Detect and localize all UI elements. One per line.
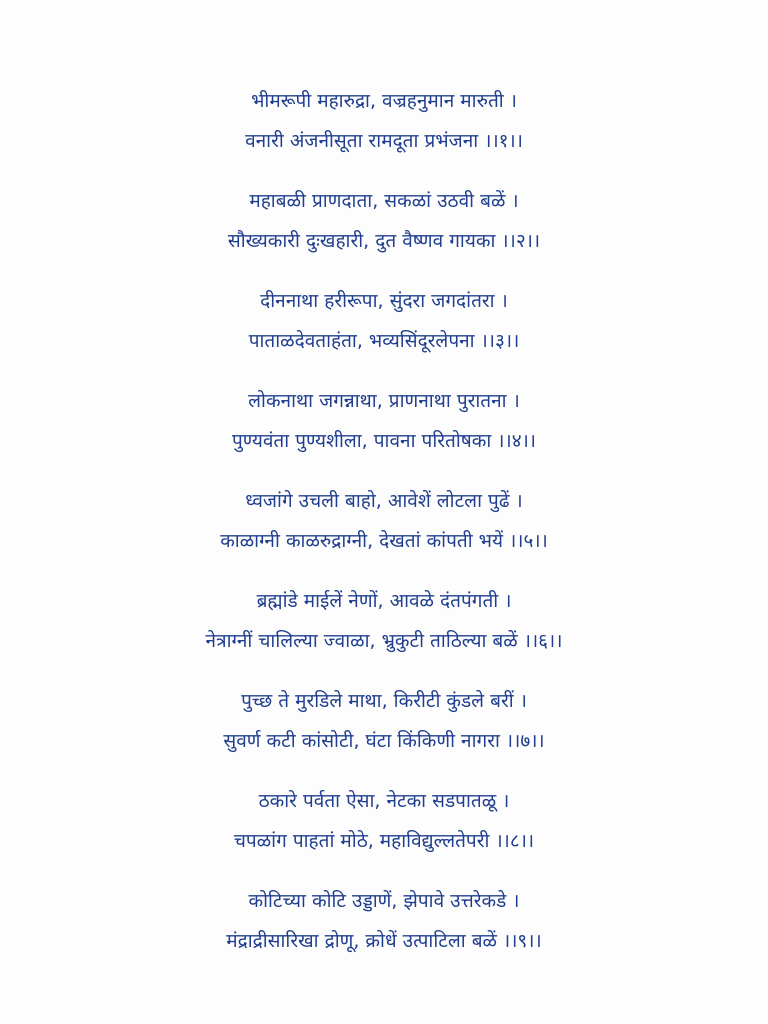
verse-line: नेत्राग्नीं चालिल्या ज्वाळा, भ्रुकुटी ताठिल्या बळें ।।६।। xyxy=(205,630,563,652)
verse-line: ठकारे पर्वता ऐसा, नेटका सडपातळू । xyxy=(258,790,510,812)
verse-line: दीननाथा हरीरूपा, सुंदरा जगदांतरा । xyxy=(260,290,508,312)
stanza-7 xyxy=(0,688,768,755)
stanza-9 xyxy=(0,888,768,955)
verse-line: पुण्यवंता पुण्यशीला, पावना परितोषका ।।४।। xyxy=(232,430,536,452)
verse-line: महाबळी प्राणदाता, सकळां उठवी बळें । xyxy=(249,190,519,212)
verse-line: पाताळदेवताहंता, भव्यसिंदूरलेपना ।।३।। xyxy=(248,330,520,352)
verse-line: ब्रह्मांडे माईलें नेणों, आवळे दंतपंगती । xyxy=(256,590,512,612)
verse-line: मंद्राद्रीसारिखा द्रोणू, क्रोधें उत्पाटिला बळें ।।९।। xyxy=(226,930,542,952)
stanza-1 xyxy=(0,88,768,155)
stanza-4 xyxy=(0,388,768,455)
verse-line: सुवर्ण कटी कांसोटी, घंटा किंकिणी नागरा ।।७।। xyxy=(223,730,545,752)
verse-line: ध्वजांगे उचली बाहो, आवेशें लोटला पुढें । xyxy=(245,490,523,512)
verse-line: वनारी अंजनीसूता रामदूता प्रभंजना ।।१।। xyxy=(245,130,523,152)
stanza-3 xyxy=(0,288,768,355)
stanza-6 xyxy=(0,588,768,655)
stanza-2 xyxy=(0,188,768,255)
verse-line: चपळांग पाहतां मोठे, महाविद्युल्लतेपरी ।।८।। xyxy=(233,830,535,852)
verse-line: भीमरूपी महारुद्रा, वज्रहनुमान मारुती । xyxy=(251,90,517,112)
verse-line: कोटिच्या कोटि उड्डाणें, झेपावे उत्तरेकडे । xyxy=(248,890,520,912)
verse-line: काळाग्नी काळरुद्राग्नी, देखतां कांपती भयें ।।५।। xyxy=(220,530,548,552)
stanza-5 xyxy=(0,488,768,555)
stanza-8 xyxy=(0,788,768,855)
verse-line: लोकनाथा जगन्नाथा, प्राणनाथा पुरातना । xyxy=(248,390,520,412)
verse-line: सौख्यकारी दुःखहारी, दुत वैष्णव गायका ।।२।। xyxy=(227,230,541,252)
stanza-list xyxy=(0,88,768,988)
verse-line: पुच्छ ते मुरडिले माथा, किरीटी कुंडले बरीं । xyxy=(241,690,527,712)
